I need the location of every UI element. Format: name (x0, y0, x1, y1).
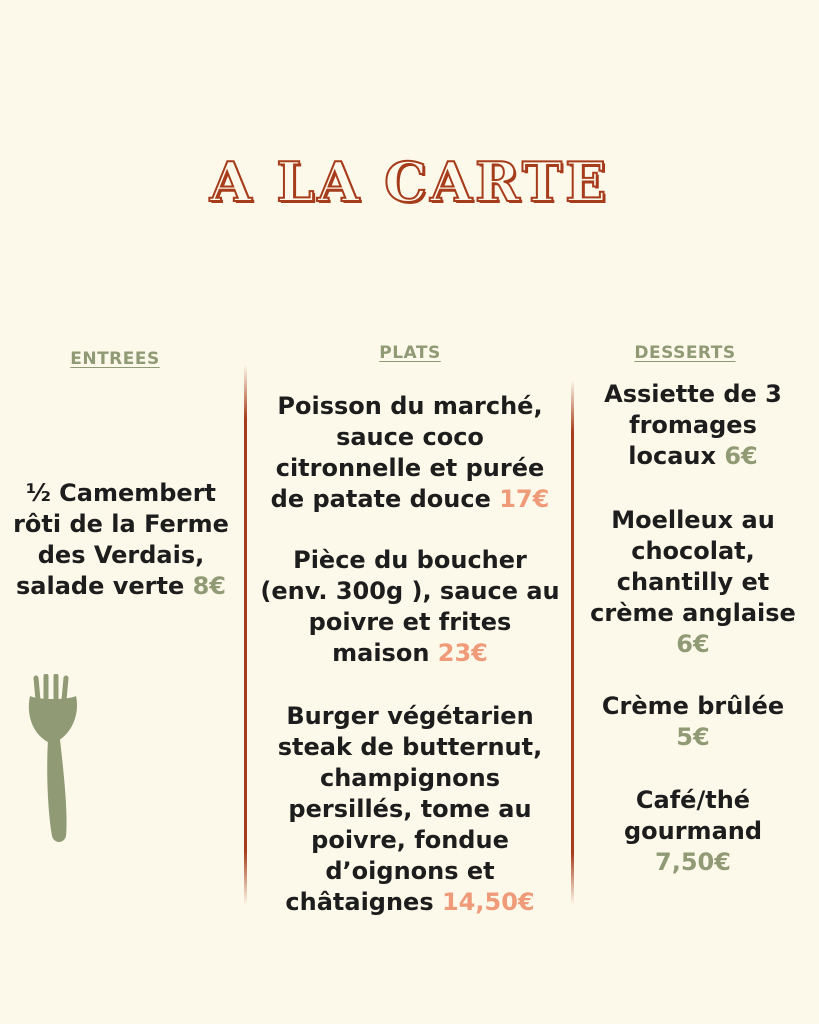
plat-item-name: Pièce du boucher (env. 300g ), sauce au poivre et frites maison (260, 546, 560, 667)
dessert-item-4 (600, 785, 786, 878)
heading-entrees: ENTREES (70, 349, 160, 369)
dessert-item-3 (590, 691, 796, 753)
plat-item-2 (258, 545, 562, 669)
dessert-item-price: 6€ (676, 630, 710, 658)
dessert-item-1 (596, 379, 790, 472)
dessert-item-name: Moelleux au chocolat, chantilly et crème anglaise (590, 506, 796, 627)
spork-icon (24, 674, 84, 846)
entree-item-price: 8€ (192, 572, 226, 600)
dessert-item-price: 5€ (676, 723, 710, 751)
dessert-item-name: Assiette de 3 fromages locaux (604, 380, 782, 470)
plat-item-price: 17€ (499, 485, 550, 513)
plat-item-3 (262, 701, 558, 918)
plat-item-1 (262, 391, 558, 515)
plat-item-name: Poisson du marché, sauce coco citronnelle et purée de patate douce (270, 392, 545, 513)
heading-plats: PLATS (379, 343, 441, 363)
plat-item-name: Burger végétarien steak de butternut, champignons persillés, tome au poivre, fondue d’oignons et châtaignes (277, 702, 543, 916)
entree-item (10, 478, 232, 602)
plat-item-price: 14,50€ (441, 888, 535, 916)
heading-desserts: DESSERTS (634, 343, 736, 363)
dessert-item-name: Café/thé gourmand (623, 786, 763, 845)
divider-left (244, 365, 247, 905)
dessert-item-name: Crème brûlée (601, 692, 785, 720)
menu-title: A LA CARTE (209, 150, 610, 214)
dessert-item-price: 7,50€ (655, 848, 731, 876)
divider-right (571, 380, 574, 905)
plat-item-price: 23€ (437, 639, 488, 667)
entree-item-name: ½ Camembert rôti de la Ferme des Verdais, salade verte (13, 479, 229, 600)
dessert-item-price: 6€ (724, 442, 758, 470)
dessert-item-2 (582, 505, 804, 660)
